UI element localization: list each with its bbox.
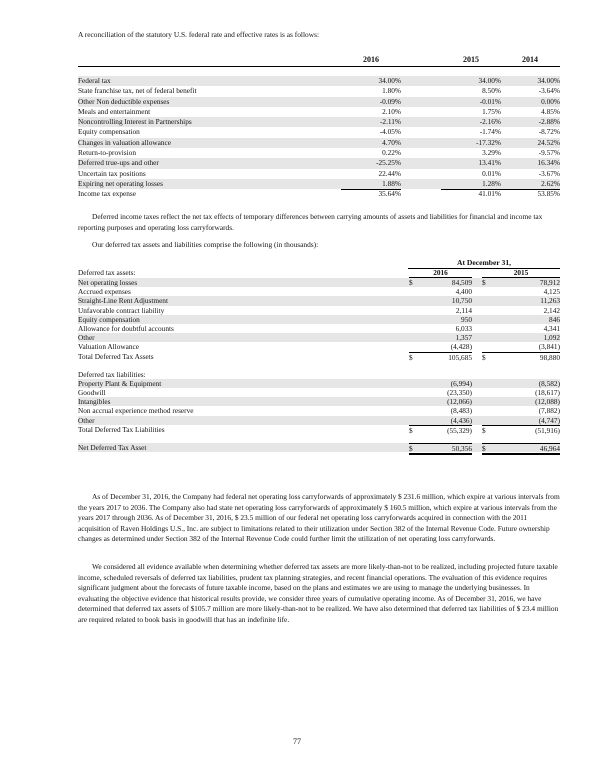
rate-value-2015: 3.29% [482,148,501,158]
rate-value-2016: -4.05% [379,127,401,137]
assets-section-row [78,268,560,278]
rate-row [78,76,560,86]
deferred-row [78,406,560,415]
rate-value-2016: -2.11% [379,117,401,127]
value-2015: 1,092 [543,333,560,343]
row-label: Total Deferred Tax Assets [78,351,154,361]
rate-value-2015: 13.41% [478,158,501,168]
row-label: Total Deferred Tax Liabilities [78,424,165,434]
value-2016: (6,994) [450,378,472,388]
dollar-sign: $ [409,352,418,362]
rate-value-2014: 4.85% [541,106,560,116]
rate-value-2015: -0.01% [479,96,501,106]
deferred-tax-table [78,258,560,452]
rate-value-2016: 0.22% [382,148,401,158]
value-2015: 846 [549,314,560,324]
deferred-row [78,278,560,287]
row-label: Allowance for doubtful accounts [78,323,174,333]
row-label: Net operating losses [78,278,138,287]
deferred-row [78,416,560,425]
value-2015: (18,617) [535,388,560,398]
at-december-header: At December 31, [408,258,560,269]
year-header-2015: 2015 [482,268,560,278]
value-2016: 950 [461,314,472,324]
row-label: Return-to-provision [78,148,136,158]
dollar-sign: $ [482,443,491,455]
rate-value-2014: -3.67% [538,168,560,178]
row-label: Valuation Allowance [78,342,139,352]
year-header-2015: 2015 [463,55,479,64]
value-2016: 50,356 [418,443,472,455]
dollar-sign: $ [482,278,486,287]
deferred-row [78,397,560,406]
value-2016: 10,750 [451,296,472,306]
value-2015: 98,880 [491,352,560,362]
rate-value-2014: -3.64% [538,86,560,96]
dollar-sign: $ [409,425,418,435]
row-label: State franchise tax, net of federal benefit [78,86,197,96]
rate-value-2014: 24.52% [537,137,560,147]
dollar-sign: $ [409,278,413,287]
row-label: Uncertain tax positions [78,168,146,178]
rate-reconciliation-table [78,55,560,200]
row-label: Expiring net operating losses [78,178,163,188]
value-2016: (4,428) [450,342,472,352]
deferred-row [78,333,560,342]
row-label: Equity compensation [78,314,140,324]
deferred-row [78,324,560,333]
value-2016: (55,329) [418,425,472,435]
page-number: 77 [293,737,301,746]
year-header-2016: 2016 [363,55,379,64]
value-2015: (8,582) [538,378,560,388]
rate-value-2016: 22.44% [378,168,401,178]
value-2016: 4,400 [455,287,472,297]
rate-value-2015: 0.01% [482,168,501,178]
dollar-sign: $ [482,425,491,435]
rate-value-2016: 34.00% [378,76,401,85]
row-label: Other [78,333,95,343]
rate-value-2014: 53.85% [537,189,560,199]
deferred-row [78,315,560,324]
value-2016: 6,033 [455,323,472,333]
row-label: Goodwill [78,388,106,398]
value-2015: (12,088) [535,397,560,407]
row-label: Net Deferred Tax Asset [78,443,147,452]
rate-value-2014: 34.00% [537,76,560,85]
rate-value-2015: 1.28% [441,179,501,190]
row-label: Non accrual experience method reserve [78,406,194,416]
rate-value-2014: -2.88% [538,117,560,127]
evidence-paragraph: We considered all evidence available when determining whether deferred tax assets are more likely-than-not to be realized, including projected future taxable income, scheduled reversals of deferred tax liabilities, prudent tax planning strategies, and recent financial operations. The evaluation of this evidence requires significant judgment about the forecasts of future taxable income, based on the plans and estimates we are using to manage the underlying businesses. In evaluating the objective evidence that historical results provide, we consider three years of cumulative operating income. As of December 31, 2016, we have determined that deferred tax assets of $105.7 million are more likely-than-not to be realized. We have also determined that deferred tax liabilities of $ 23.4 million are required related to book basis in goodwill that has an indefinite life. [78,562,559,624]
reconciliation-intro: A reconciliation of the statutory U.S. federal rate and effective rates is as follows: [78,30,320,39]
liabilities-section-row [78,370,560,379]
rate-value-2016: 1.88% [341,179,401,190]
rate-row [78,189,560,199]
liabilities-section-label: Deferred tax liabilities: [78,369,146,379]
value-2015: 4,341 [543,323,560,333]
rate-table-header [78,55,560,67]
rate-row [78,107,560,117]
rate-value-2015: -17.32% [476,137,501,147]
deferred-row [78,296,560,305]
deferred-row [78,306,560,315]
rate-value-2014: -9.57% [538,148,560,158]
rate-row [78,158,560,168]
deferred-row [78,287,560,296]
rate-row [78,86,560,96]
row-label: Income tax expense [78,189,136,199]
dollar-sign: $ [482,352,491,362]
rate-row [78,148,560,158]
value-2016: 105,685 [418,352,472,362]
deferred-components-intro: Our deferred tax assets and liabilities comprise the following (in thousands): [92,240,319,249]
row-label: Other Non deductible expenses [78,96,170,106]
rate-value-2015: 8.50% [482,86,501,96]
dollar-sign: $ [409,443,418,455]
value-2016: 84,509 [451,278,472,287]
value-2015: 2,142 [543,305,560,315]
rate-row [78,179,560,189]
total-assets-row [78,352,560,361]
deferred-intro-paragraph: Deferred income taxes reflect the net tax effects of temporary differences between carrying amounts of assets and liabilities for financial and income tax reporting purposes and operating loss carryforwards. [78,212,543,232]
rate-value-2014: 16.34% [537,158,560,168]
row-label: Intangibles [78,397,111,407]
rate-row [78,127,560,137]
value-2016: 1,357 [455,333,472,343]
rate-value-2016: -25.25% [376,158,401,168]
value-2016: (8,483) [450,406,472,416]
row-label: Meals and entertainment [78,106,151,116]
value-2016: 2,114 [455,305,472,315]
value-2015: (3,841) [538,342,560,352]
rate-value-2015: 34.00% [478,76,501,85]
row-label: Equity compensation [78,127,140,137]
row-label: Accrued expenses [78,287,131,297]
value-2015: 78,912 [539,278,560,287]
rate-value-2015: 41.01% [478,189,501,199]
rate-value-2015: 1.75% [482,106,501,116]
value-2016: (23,350) [447,388,472,398]
row-label: Unfavorable contract liability [78,305,165,315]
deferred-row [78,379,560,388]
row-label: Changes in valuation allowance [78,137,172,147]
rate-value-2016: -0.09% [379,96,401,106]
net-deferred-row [78,443,560,452]
row-label: Federal tax [78,76,111,85]
rate-value-2014: 0.00% [541,96,560,106]
value-2015: 11,263 [540,296,560,306]
value-2015: (7,882) [538,406,560,416]
rate-value-2015: -2.16% [479,117,501,127]
row-label: Noncontrolling Interest in Partnerships [78,117,192,127]
assets-section-label: Deferred tax assets: [78,268,136,277]
as-of-header [78,258,560,268]
value-2016: (4,436) [450,415,472,425]
value-2015: (51,916) [491,425,560,435]
value-2016: (12,066) [447,397,472,407]
value-2015: 46,964 [491,443,560,455]
rate-row [78,138,560,148]
rate-row [78,97,560,107]
total-liabilities-row [78,425,560,434]
row-label: Other [78,415,95,425]
row-label: Deferred true-ups and other [78,158,159,168]
value-2015: (4,747) [538,415,560,425]
rate-value-2016: 2.10% [382,106,401,116]
deferred-row [78,388,560,397]
rate-row [78,169,560,179]
rate-row [78,117,560,127]
rate-value-2016: 1.80% [382,86,401,96]
row-label: Straight-Line Rent Adjustment [78,296,168,306]
row-label: Property Plant & Equipment [78,378,162,388]
nol-carryforward-paragraph: As of December 31, 2016, the Company had federal net operating loss carryforwards of approximately $ 231.6 million, which expire at various intervals from the years 2017 to 2036. The Company also had state net operating loss carryforwards of approximately $ 160.5 million, which expire at various intervals from the years 2017 through 2036. As of December 31, 2016, $ 23.5 million of our federal net operating loss carryforwards acquired in connection with the 2011 acquisition of Raven Holdings U.S., Inc. are subject to limitations related to their utilization under Section 382 of the Internal Revenue Code. Future ownership changes as determined under Section 382 of the Internal Revenue Code could further limit the utilization of net operating loss carryforwards. [78,492,560,544]
value-2015: 4,125 [543,287,560,297]
rate-value-2014: -8.72% [538,127,560,137]
year-header-2014: 2014 [522,55,538,64]
rate-value-2016: 4.70% [382,137,401,147]
rate-value-2015: -1.74% [479,127,501,137]
rate-value-2014: 2.62% [500,179,560,190]
year-header-2016: 2016 [409,268,472,278]
deferred-row [78,342,560,351]
rate-value-2016: 35.64% [378,189,401,199]
